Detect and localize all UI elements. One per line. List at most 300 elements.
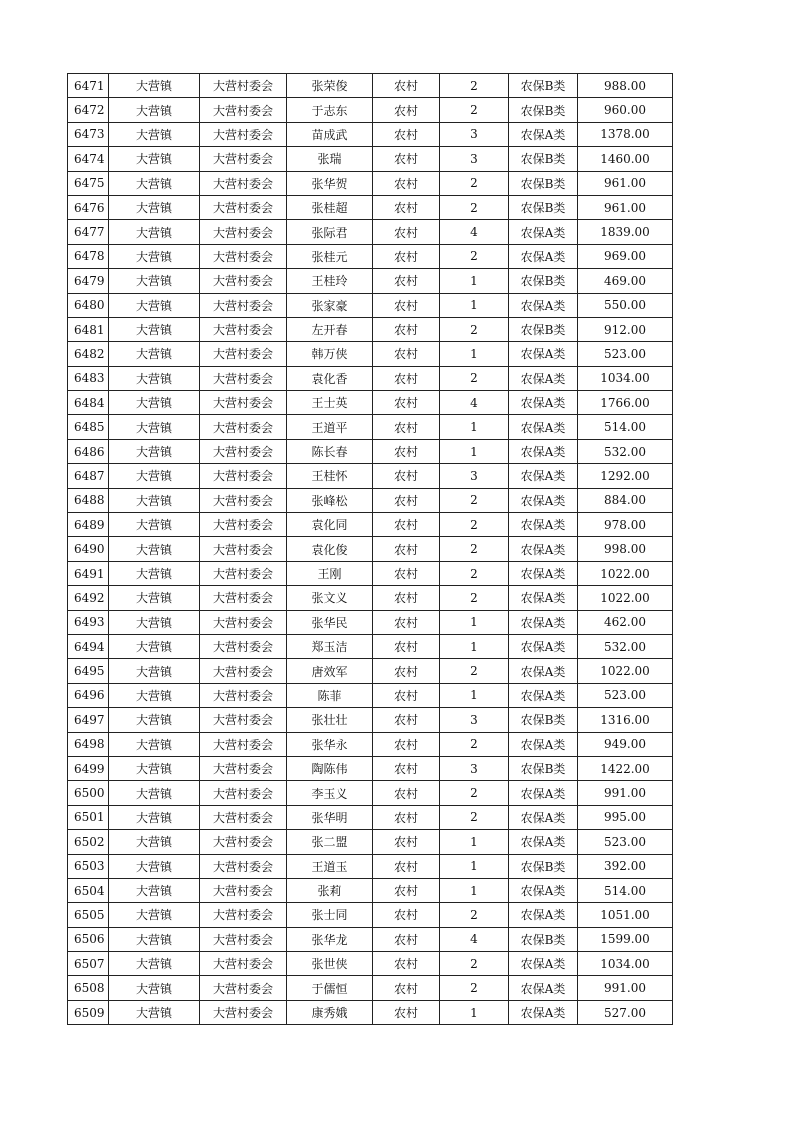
town-cell: 大营镇 [109,220,200,244]
household-size-cell: 2 [440,952,509,976]
table-row [68,488,673,512]
amount-cell: 523.00 [578,683,673,707]
town-cell: 大营镇 [109,366,200,390]
name-cell: 袁化俊 [287,537,373,561]
amount-cell: 550.00 [578,293,673,317]
name-cell: 唐效军 [287,659,373,683]
amount-cell: 514.00 [578,878,673,902]
table-row [68,269,673,293]
table-row [68,830,673,854]
name-cell: 韩万侠 [287,342,373,366]
insurance-category-cell: 农保A类 [509,561,578,585]
amount-cell: 991.00 [578,976,673,1000]
serial-number-cell: 6489 [68,513,109,537]
town-cell: 大营镇 [109,756,200,780]
insurance-category-cell: 农保A类 [509,244,578,268]
table-body [68,74,673,1025]
village-committee-cell: 大营村委会 [200,586,287,610]
table-row [68,98,673,122]
town-cell: 大营镇 [109,293,200,317]
household-type-cell: 农村 [373,415,440,439]
town-cell: 大营镇 [109,439,200,463]
name-cell: 袁化香 [287,366,373,390]
serial-number-cell: 6503 [68,854,109,878]
household-type-cell: 农村 [373,903,440,927]
insurance-category-cell: 农保A类 [509,220,578,244]
subsidy-table [67,73,673,1025]
table-row [68,122,673,146]
town-cell: 大营镇 [109,415,200,439]
insurance-category-cell: 农保A类 [509,464,578,488]
table-row [68,708,673,732]
town-cell: 大营镇 [109,244,200,268]
table-row [68,927,673,951]
name-cell: 张文义 [287,586,373,610]
amount-cell: 1292.00 [578,464,673,488]
serial-number-cell: 6479 [68,269,109,293]
household-type-cell: 农村 [373,805,440,829]
amount-cell: 1766.00 [578,391,673,415]
serial-number-cell: 6499 [68,756,109,780]
village-committee-cell: 大营村委会 [200,878,287,902]
insurance-category-cell: 农保A类 [509,634,578,658]
household-size-cell: 1 [440,610,509,634]
village-committee-cell: 大营村委会 [200,659,287,683]
household-size-cell: 4 [440,927,509,951]
table-row [68,756,673,780]
insurance-category-cell: 农保B类 [509,756,578,780]
household-type-cell: 农村 [373,293,440,317]
serial-number-cell: 6488 [68,488,109,512]
name-cell: 张华民 [287,610,373,634]
name-cell: 张世侠 [287,952,373,976]
serial-number-cell: 6474 [68,147,109,171]
amount-cell: 469.00 [578,269,673,293]
amount-cell: 514.00 [578,415,673,439]
town-cell: 大营镇 [109,586,200,610]
table-row [68,195,673,219]
serial-number-cell: 6500 [68,781,109,805]
town-cell: 大营镇 [109,488,200,512]
serial-number-cell: 6482 [68,342,109,366]
table-row [68,903,673,927]
village-committee-cell: 大营村委会 [200,488,287,512]
village-committee-cell: 大营村委会 [200,147,287,171]
insurance-category-cell: 农保B类 [509,98,578,122]
village-committee-cell: 大营村委会 [200,537,287,561]
table-row [68,439,673,463]
insurance-category-cell: 农保A类 [509,586,578,610]
serial-number-cell: 6495 [68,659,109,683]
table-row [68,415,673,439]
town-cell: 大营镇 [109,317,200,341]
table-row [68,293,673,317]
amount-cell: 991.00 [578,781,673,805]
town-cell: 大营镇 [109,659,200,683]
name-cell: 王桂玲 [287,269,373,293]
amount-cell: 978.00 [578,513,673,537]
village-committee-cell: 大营村委会 [200,732,287,756]
household-type-cell: 农村 [373,634,440,658]
name-cell: 左开春 [287,317,373,341]
village-committee-cell: 大营村委会 [200,634,287,658]
serial-number-cell: 6487 [68,464,109,488]
serial-number-cell: 6480 [68,293,109,317]
name-cell: 张壮壮 [287,708,373,732]
household-type-cell: 农村 [373,366,440,390]
town-cell: 大营镇 [109,952,200,976]
household-type-cell: 农村 [373,586,440,610]
village-committee-cell: 大营村委会 [200,171,287,195]
household-size-cell: 2 [440,513,509,537]
insurance-category-cell: 农保A类 [509,610,578,634]
household-type-cell: 农村 [373,488,440,512]
town-cell: 大营镇 [109,513,200,537]
name-cell: 王道玉 [287,854,373,878]
serial-number-cell: 6507 [68,952,109,976]
serial-number-cell: 6497 [68,708,109,732]
village-committee-cell: 大营村委会 [200,756,287,780]
table-row [68,513,673,537]
household-size-cell: 1 [440,634,509,658]
table-row [68,244,673,268]
table-row [68,805,673,829]
serial-number-cell: 6484 [68,391,109,415]
household-size-cell: 1 [440,293,509,317]
household-size-cell: 3 [440,708,509,732]
insurance-category-cell: 农保B类 [509,195,578,219]
town-cell: 大营镇 [109,1000,200,1024]
name-cell: 王刚 [287,561,373,585]
serial-number-cell: 6478 [68,244,109,268]
amount-cell: 532.00 [578,439,673,463]
serial-number-cell: 6485 [68,415,109,439]
village-committee-cell: 大营村委会 [200,244,287,268]
village-committee-cell: 大营村委会 [200,927,287,951]
insurance-category-cell: 农保A类 [509,1000,578,1024]
amount-cell: 961.00 [578,171,673,195]
household-type-cell: 农村 [373,220,440,244]
household-size-cell: 2 [440,195,509,219]
amount-cell: 960.00 [578,98,673,122]
name-cell: 张华永 [287,732,373,756]
serial-number-cell: 6481 [68,317,109,341]
household-size-cell: 3 [440,122,509,146]
serial-number-cell: 6505 [68,903,109,927]
village-committee-cell: 大营村委会 [200,464,287,488]
town-cell: 大营镇 [109,537,200,561]
household-type-cell: 农村 [373,976,440,1000]
insurance-category-cell: 农保A类 [509,415,578,439]
name-cell: 张桂超 [287,195,373,219]
serial-number-cell: 6492 [68,586,109,610]
insurance-category-cell: 农保A类 [509,293,578,317]
name-cell: 于志东 [287,98,373,122]
serial-number-cell: 6477 [68,220,109,244]
table-row [68,781,673,805]
name-cell: 王道平 [287,415,373,439]
household-size-cell: 2 [440,805,509,829]
insurance-category-cell: 农保A类 [509,537,578,561]
serial-number-cell: 6504 [68,878,109,902]
insurance-category-cell: 农保B类 [509,927,578,951]
serial-number-cell: 6494 [68,634,109,658]
household-size-cell: 3 [440,756,509,780]
amount-cell: 884.00 [578,488,673,512]
insurance-category-cell: 农保A类 [509,878,578,902]
amount-cell: 988.00 [578,74,673,98]
insurance-category-cell: 农保A类 [509,366,578,390]
table-row [68,976,673,1000]
household-type-cell: 农村 [373,1000,440,1024]
table-row [68,74,673,98]
name-cell: 李玉义 [287,781,373,805]
serial-number-cell: 6476 [68,195,109,219]
name-cell: 于儒恒 [287,976,373,1000]
table-row [68,732,673,756]
household-type-cell: 农村 [373,439,440,463]
amount-cell: 392.00 [578,854,673,878]
town-cell: 大营镇 [109,391,200,415]
insurance-category-cell: 农保A类 [509,952,578,976]
village-committee-cell: 大营村委会 [200,805,287,829]
amount-cell: 1839.00 [578,220,673,244]
village-committee-cell: 大营村委会 [200,903,287,927]
insurance-category-cell: 农保A类 [509,439,578,463]
table-row [68,220,673,244]
insurance-category-cell: 农保A类 [509,391,578,415]
name-cell: 苗成武 [287,122,373,146]
table-row [68,537,673,561]
serial-number-cell: 6501 [68,805,109,829]
table-row [68,952,673,976]
town-cell: 大营镇 [109,854,200,878]
household-size-cell: 2 [440,732,509,756]
village-committee-cell: 大营村委会 [200,708,287,732]
serial-number-cell: 6502 [68,830,109,854]
amount-cell: 532.00 [578,634,673,658]
household-type-cell: 农村 [373,513,440,537]
household-type-cell: 农村 [373,756,440,780]
serial-number-cell: 6509 [68,1000,109,1024]
insurance-category-cell: 农保A类 [509,732,578,756]
amount-cell: 1034.00 [578,952,673,976]
town-cell: 大营镇 [109,976,200,1000]
village-committee-cell: 大营村委会 [200,269,287,293]
household-size-cell: 2 [440,659,509,683]
serial-number-cell: 6483 [68,366,109,390]
amount-cell: 1034.00 [578,366,673,390]
table-row [68,342,673,366]
name-cell: 王桂怀 [287,464,373,488]
table-row [68,317,673,341]
serial-number-cell: 6491 [68,561,109,585]
household-size-cell: 2 [440,586,509,610]
household-type-cell: 农村 [373,317,440,341]
household-size-cell: 1 [440,683,509,707]
town-cell: 大营镇 [109,561,200,585]
household-size-cell: 1 [440,878,509,902]
household-type-cell: 农村 [373,854,440,878]
village-committee-cell: 大营村委会 [200,195,287,219]
table-row [68,854,673,878]
household-type-cell: 农村 [373,74,440,98]
household-type-cell: 农村 [373,561,440,585]
household-type-cell: 农村 [373,610,440,634]
amount-cell: 1460.00 [578,147,673,171]
amount-cell: 1378.00 [578,122,673,146]
village-committee-cell: 大营村委会 [200,781,287,805]
name-cell: 张荣俊 [287,74,373,98]
village-committee-cell: 大营村委会 [200,513,287,537]
household-size-cell: 1 [440,269,509,293]
household-size-cell: 3 [440,147,509,171]
village-committee-cell: 大营村委会 [200,683,287,707]
insurance-category-cell: 农保A类 [509,659,578,683]
village-committee-cell: 大营村委会 [200,317,287,341]
household-size-cell: 1 [440,439,509,463]
village-committee-cell: 大营村委会 [200,415,287,439]
table-row [68,147,673,171]
household-type-cell: 农村 [373,147,440,171]
name-cell: 张瑞 [287,147,373,171]
household-type-cell: 农村 [373,708,440,732]
amount-cell: 912.00 [578,317,673,341]
table-row [68,366,673,390]
household-type-cell: 农村 [373,732,440,756]
household-size-cell: 2 [440,317,509,341]
table-row [68,610,673,634]
town-cell: 大营镇 [109,732,200,756]
amount-cell: 523.00 [578,830,673,854]
village-committee-cell: 大营村委会 [200,976,287,1000]
town-cell: 大营镇 [109,74,200,98]
village-committee-cell: 大营村委会 [200,98,287,122]
town-cell: 大营镇 [109,708,200,732]
name-cell: 张华龙 [287,927,373,951]
village-committee-cell: 大营村委会 [200,366,287,390]
serial-number-cell: 6498 [68,732,109,756]
serial-number-cell: 6508 [68,976,109,1000]
household-type-cell: 农村 [373,537,440,561]
village-committee-cell: 大营村委会 [200,342,287,366]
serial-number-cell: 6496 [68,683,109,707]
amount-cell: 1422.00 [578,756,673,780]
town-cell: 大营镇 [109,878,200,902]
village-committee-cell: 大营村委会 [200,391,287,415]
village-committee-cell: 大营村委会 [200,952,287,976]
serial-number-cell: 6493 [68,610,109,634]
village-committee-cell: 大营村委会 [200,854,287,878]
household-type-cell: 农村 [373,830,440,854]
table-row [68,561,673,585]
household-type-cell: 农村 [373,195,440,219]
town-cell: 大营镇 [109,903,200,927]
amount-cell: 1051.00 [578,903,673,927]
name-cell: 张莉 [287,878,373,902]
household-size-cell: 2 [440,561,509,585]
household-type-cell: 农村 [373,878,440,902]
table-row [68,878,673,902]
household-type-cell: 农村 [373,781,440,805]
town-cell: 大营镇 [109,830,200,854]
household-type-cell: 农村 [373,342,440,366]
amount-cell: 1022.00 [578,586,673,610]
household-size-cell: 2 [440,244,509,268]
insurance-category-cell: 农保B类 [509,147,578,171]
name-cell: 张峰松 [287,488,373,512]
village-committee-cell: 大营村委会 [200,830,287,854]
table-row [68,464,673,488]
town-cell: 大营镇 [109,195,200,219]
amount-cell: 949.00 [578,732,673,756]
insurance-category-cell: 农保A类 [509,781,578,805]
household-type-cell: 农村 [373,952,440,976]
serial-number-cell: 6475 [68,171,109,195]
name-cell: 康秀娥 [287,1000,373,1024]
household-size-cell: 3 [440,464,509,488]
household-type-cell: 农村 [373,659,440,683]
serial-number-cell: 6473 [68,122,109,146]
serial-number-cell: 6506 [68,927,109,951]
insurance-category-cell: 农保A类 [509,683,578,707]
name-cell: 张士同 [287,903,373,927]
amount-cell: 1599.00 [578,927,673,951]
household-type-cell: 农村 [373,269,440,293]
name-cell: 陈菲 [287,683,373,707]
village-committee-cell: 大营村委会 [200,220,287,244]
household-size-cell: 1 [440,342,509,366]
town-cell: 大营镇 [109,171,200,195]
household-size-cell: 4 [440,391,509,415]
village-committee-cell: 大营村委会 [200,122,287,146]
table-row [68,1000,673,1024]
village-committee-cell: 大营村委会 [200,1000,287,1024]
table-row [68,634,673,658]
name-cell: 陈长春 [287,439,373,463]
name-cell: 王士英 [287,391,373,415]
insurance-category-cell: 农保A类 [509,342,578,366]
household-size-cell: 2 [440,74,509,98]
amount-cell: 969.00 [578,244,673,268]
town-cell: 大营镇 [109,634,200,658]
household-type-cell: 农村 [373,464,440,488]
village-committee-cell: 大营村委会 [200,561,287,585]
name-cell: 张桂元 [287,244,373,268]
household-size-cell: 1 [440,854,509,878]
town-cell: 大营镇 [109,342,200,366]
household-size-cell: 2 [440,488,509,512]
household-type-cell: 农村 [373,244,440,268]
insurance-category-cell: 农保B类 [509,269,578,293]
village-committee-cell: 大营村委会 [200,293,287,317]
town-cell: 大营镇 [109,610,200,634]
amount-cell: 995.00 [578,805,673,829]
town-cell: 大营镇 [109,269,200,293]
household-type-cell: 农村 [373,122,440,146]
household-size-cell: 2 [440,976,509,1000]
town-cell: 大营镇 [109,805,200,829]
amount-cell: 998.00 [578,537,673,561]
amount-cell: 1316.00 [578,708,673,732]
insurance-category-cell: 农保A类 [509,122,578,146]
serial-number-cell: 6471 [68,74,109,98]
household-type-cell: 农村 [373,98,440,122]
name-cell: 张家豪 [287,293,373,317]
household-type-cell: 农村 [373,171,440,195]
household-size-cell: 2 [440,781,509,805]
table-row [68,683,673,707]
